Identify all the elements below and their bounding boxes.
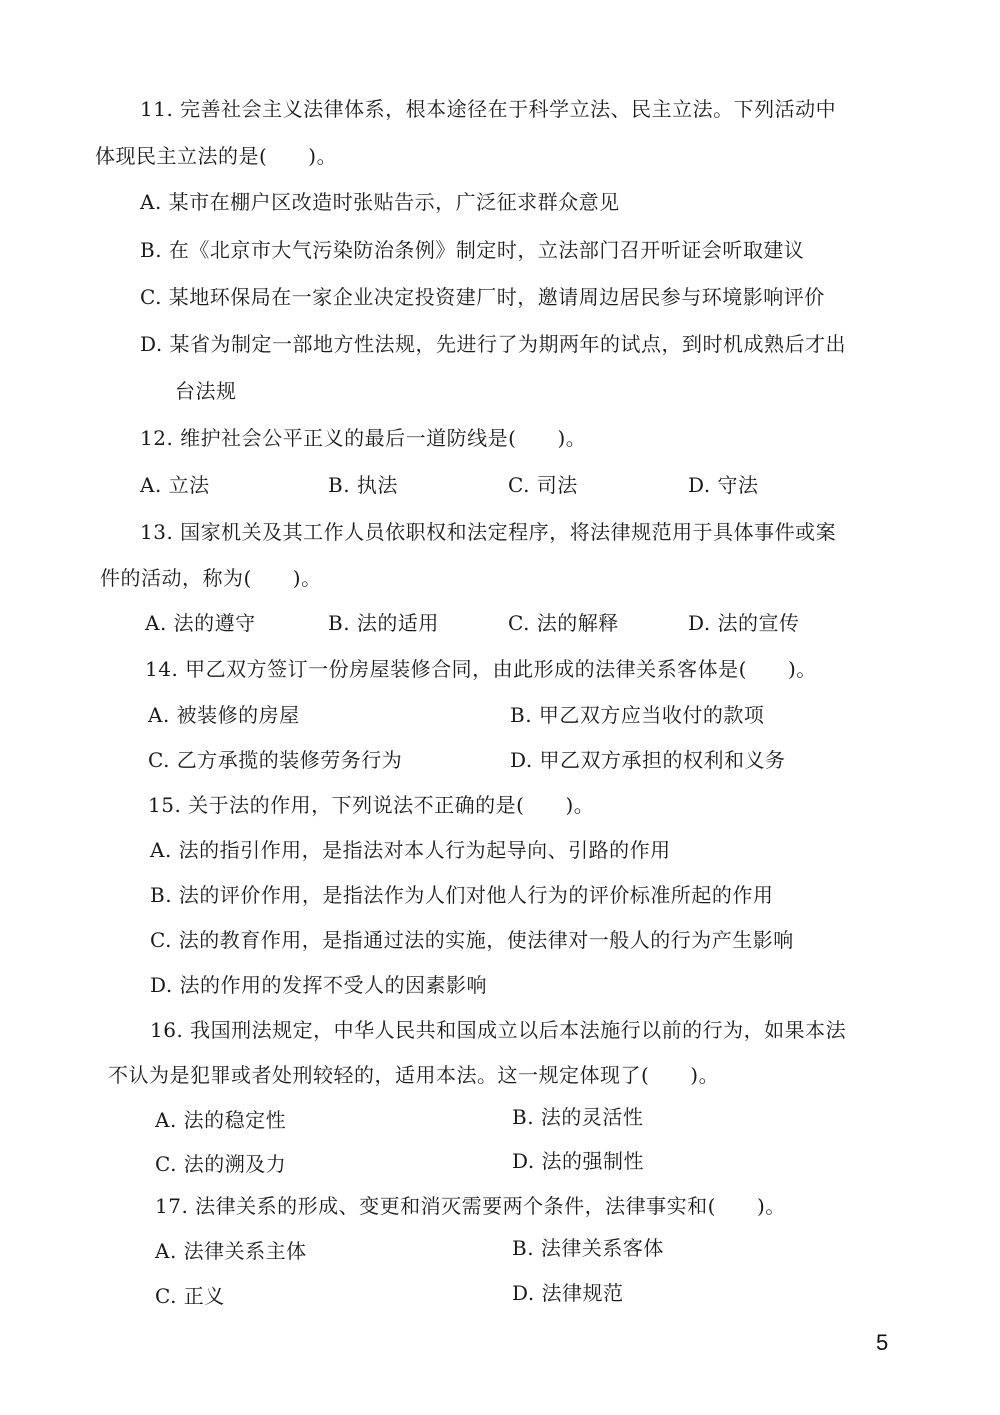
question-17-option-c: C. 正义 — [155, 1284, 225, 1308]
question-15-option-a: A. 法的指引作用，是指法对本人行为起导向、引路的作用 — [150, 838, 671, 862]
question-14-option-a: A. 被装修的房屋 — [148, 703, 300, 727]
question-16-stem-line-1: 16. 我国刑法规定，中华人民共和国成立以后本法施行以前的行为，如果本法 — [150, 1018, 847, 1042]
question-12-option-b: B. 执法 — [328, 473, 398, 497]
question-17-option-a: A. 法律关系主体 — [155, 1239, 307, 1263]
question-11-option-a: A. 某市在棚户区改造时张贴告示，广泛征求群众意见 — [140, 190, 620, 214]
question-12-option-d: D. 守法 — [688, 473, 759, 497]
question-15-option-d: D. 法的作用的发挥不受人的因素影响 — [150, 973, 488, 997]
question-11-stem-line-1: 11. 完善社会主义法律体系，根本途径在于科学立法、民主立法。下列活动中 — [140, 97, 837, 121]
question-16-option-b: B. 法的灵活性 — [512, 1105, 644, 1129]
question-15-stem: 15. 关于法的作用，下列说法不正确的是( )。 — [148, 793, 595, 817]
question-11-option-c: C. 某地环保局在一家企业决定投资建厂时，邀请周边居民参与环境影响评价 — [140, 285, 825, 309]
question-12-option-c: C. 司法 — [508, 473, 578, 497]
question-15-option-b: B. 法的评价作用，是指法作为人们对他人行为的评价标准所起的作用 — [150, 883, 774, 907]
question-11-option-b: B. 在《北京市大气污染防治条例》制定时，立法部门召开听证会听取建议 — [140, 238, 805, 262]
question-13-stem-line-1: 13. 国家机关及其工作人员依职权和法定程序，将法律规范用于具体事件或案 — [140, 520, 837, 544]
question-11-stem-line-2: 体现民主立法的是( )。 — [95, 144, 338, 168]
question-13-option-d: D. 法的宣传 — [688, 611, 800, 635]
question-15-option-c: C. 法的教育作用，是指通过法的实施，使法律对一般人的行为产生影响 — [150, 928, 794, 952]
question-17-stem: 17. 法律关系的形成、变更和消灭需要两个条件，法律事实和( )。 — [155, 1194, 786, 1218]
question-16-option-c: C. 法的溯及力 — [155, 1152, 287, 1176]
question-16-option-a: A. 法的稳定性 — [155, 1108, 287, 1132]
question-11-option-d: D. 某省为制定一部地方性法规，先进行了为期两年的试点，到时机成熟后才出 — [140, 332, 847, 356]
question-17-option-d: D. 法律规范 — [512, 1281, 624, 1305]
question-17-option-b: B. 法律关系客体 — [512, 1236, 664, 1260]
question-14-option-b: B. 甲乙双方应当收付的款项 — [510, 703, 765, 727]
question-11-option-d-continuation: 台法规 — [175, 379, 237, 403]
question-14-option-c: C. 乙方承揽的装修劳务行为 — [148, 748, 403, 772]
question-14-option-d: D. 甲乙双方承担的权利和义务 — [510, 748, 786, 772]
question-12-stem: 12. 维护社会公平正义的最后一道防线是( )。 — [140, 426, 587, 450]
question-13-option-c: C. 法的解释 — [508, 611, 619, 635]
question-13-option-a: A. 法的遵守 — [145, 611, 256, 635]
question-14-stem: 14. 甲乙双方签订一份房屋装修合同，由此形成的法律关系客体是( )。 — [145, 657, 817, 681]
page-number: 5 — [876, 1330, 889, 1355]
question-16-option-d: D. 法的强制性 — [512, 1149, 645, 1173]
question-12-option-a: A. 立法 — [140, 473, 210, 497]
question-13-stem-line-2: 件的活动，称为( )。 — [100, 566, 322, 590]
question-16-stem-line-2: 不认为是犯罪或者处刑较轻的，适用本法。这一规定体现了( )。 — [108, 1063, 720, 1087]
question-13-option-b: B. 法的适用 — [328, 611, 439, 635]
